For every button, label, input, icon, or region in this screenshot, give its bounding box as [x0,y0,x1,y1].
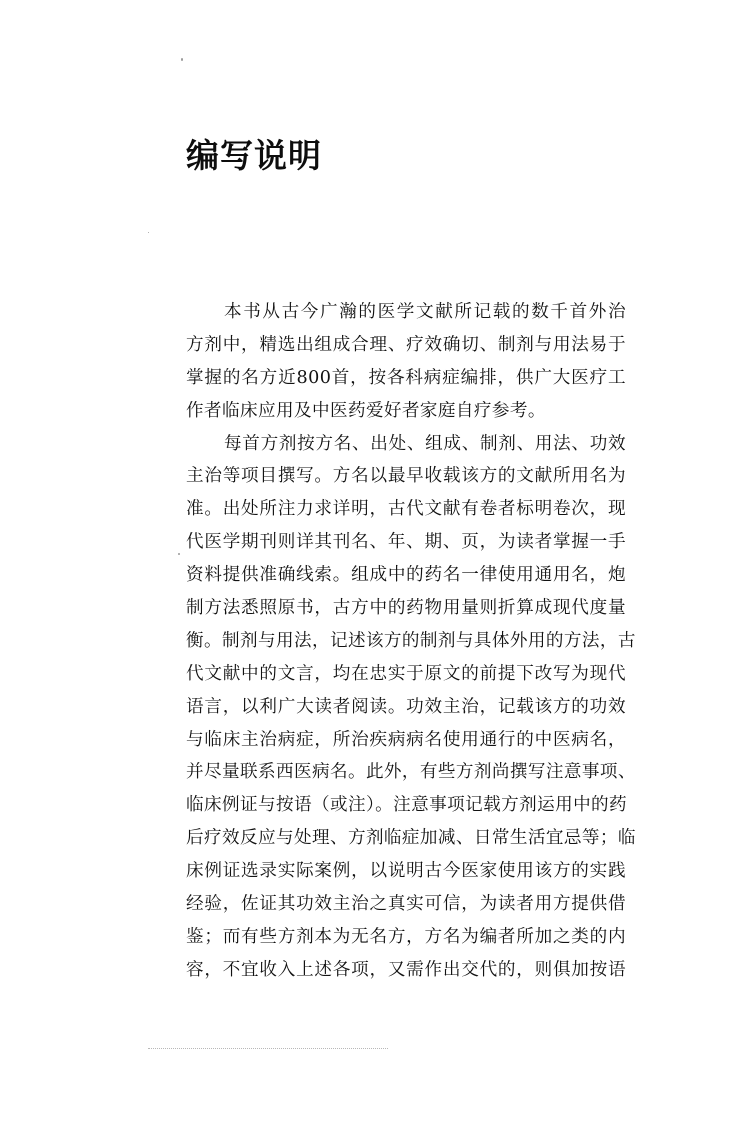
text-line: 与临床主治病症，所治疾病病名使用通行的中医病名， [186,729,626,750]
text-line: 床例证选录实际案例，以说明古今医家使用该方的实践 [186,861,626,882]
text-line: 后疗效反应与处理、方剂临症加减、日常生活宜忌等；临 [186,828,636,849]
text-line: 衡。制剂与用法，记述该方的制剂与具体外用的方法，古 [186,630,636,651]
text-line: 代文献中的文言，均在忠实于原文的前提下改写为现代 [186,663,626,684]
text-line: 临床例证与按语（或注）。注意事项记载方剂运用中的药 [186,795,628,816]
text-line: 掌握的名方近800首，按各科病症编排，供广大医疗工 [186,367,626,388]
text-line: 代医学期刊则详其刊名、年、期、页，为读者掌握一手 [186,532,626,553]
body-text [186,296,636,987]
text-line: 鉴；而有些方剂本为无名方，方名为编者所加之类的内 [186,926,626,947]
text-line: 语言，以利广大读者阅读。功效主治，记载该方的功效 [186,696,626,717]
text-line: 资料提供准确线索。组成中的药名一律使用通用名，炮 [186,565,626,586]
text-line: 每首方剂按方名、出处、组成、制剂、用法、功效 [224,433,626,454]
page-title: 编写说明 [186,136,322,176]
scan-artifact-line [148,1048,388,1050]
text-line: 经验，佐证其功效主治之真实可信，为读者用方提供借 [186,894,626,915]
text-line: 本书从古今广瀚的医学文献所记载的数千首外治 [224,302,626,322]
text-line: 主治等项目撰写。方名以最早收载该方的文献所用名为 [186,466,626,487]
text-line: 作者临床应用及中医药爱好者家庭自疗参考。 [186,400,546,421]
text-line: 准。出处所注力求详明，古代文献有卷者标明卷次，现 [186,499,626,520]
text-line: 制方法悉照原书，古方中的药物用量则折算成现代度量 [186,598,626,619]
text-line: 并尽量联系西医病名。此外，有些方剂尚撰写注意事项、 [186,762,636,783]
scan-speck [148,232,149,233]
scan-speck [181,58,183,61]
scan-speck [178,553,180,555]
text-line: 容，不宜收入上述各项，又需作出交代的，则俱加按语 [186,959,626,980]
text-line: 方剂中，精选出组成合理、疗效确切、制剂与用法易于 [186,334,626,355]
